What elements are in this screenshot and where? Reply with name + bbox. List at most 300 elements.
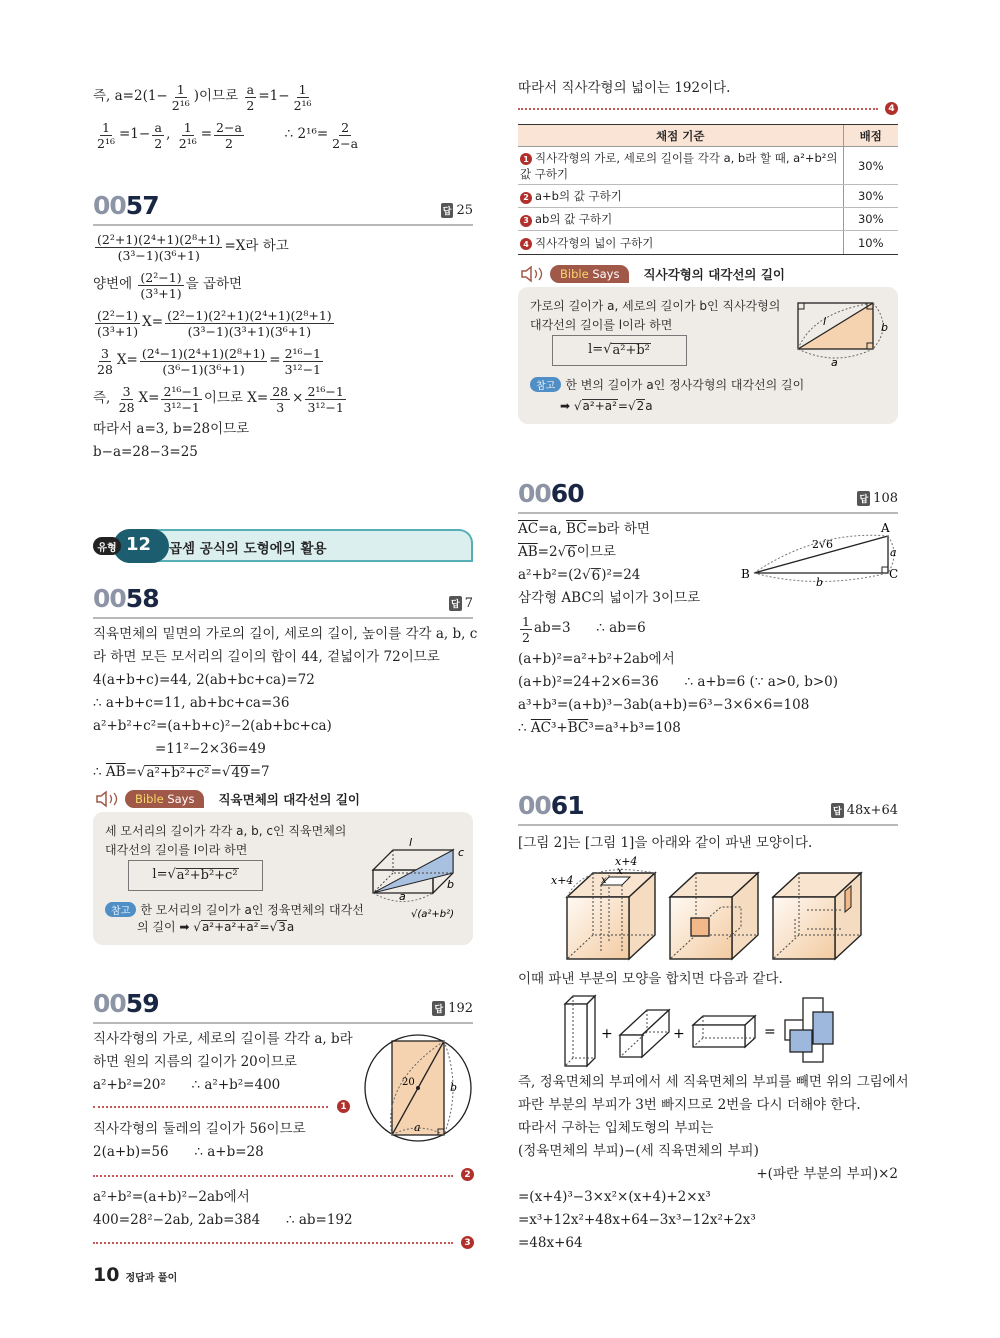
problem-0057-header: [93, 191, 473, 226]
math-line: [518, 1140, 898, 1163]
footer-label: 정답과 풀이: [125, 1273, 178, 1284]
math-line: [93, 646, 473, 669]
square-root: [582, 568, 601, 584]
text-run: 따라서 구하는 입체도형의 부피는: [518, 1119, 714, 1136]
math-line: [518, 1163, 898, 1186]
radicand: 6: [567, 544, 576, 561]
text-run: a: [645, 398, 653, 413]
note-formula: [137, 916, 294, 939]
row-marker: 2: [520, 192, 532, 204]
label-b: b: [450, 1081, 458, 1094]
type-banner: [93, 529, 473, 563]
bible-says-label: [550, 265, 629, 283]
math-line: [93, 1141, 393, 1164]
formula-box: [552, 335, 687, 366]
carved-cubes-figure: [545, 855, 890, 965]
text-run: ×: [292, 390, 304, 407]
denominator: 2¹⁶: [171, 97, 190, 113]
numerator: 2: [341, 119, 350, 135]
number-suffix: 59: [125, 989, 159, 1018]
math-line: [93, 692, 473, 715]
text-run: 직사각형의 둘레의 길이가 56이므로: [93, 1120, 306, 1137]
equals-sign: =: [764, 1024, 776, 1040]
type-title: 곱셈 공식의 도형에의 활용: [169, 541, 327, 557]
problem-0059-header: [93, 989, 473, 1024]
denominator: 2: [522, 629, 530, 645]
text-run: =: [259, 919, 270, 934]
label-diagonal: √(a²+b²): [411, 909, 455, 920]
denominator: 2: [246, 97, 255, 113]
note-formula: [560, 395, 653, 418]
numerator: 3: [100, 345, 109, 361]
criteria-text: 직사각형의 넓이 구하기: [535, 235, 654, 250]
dotted-divider: [518, 108, 878, 110]
math-line: [518, 1071, 909, 1094]
square-root: [603, 343, 651, 358]
number-prefix: 00: [93, 191, 126, 220]
bible-says-tab: [95, 790, 360, 808]
text-run: 400=28²−2ab, 2ab=384 ∴ ab=192: [93, 1211, 353, 1228]
text-run: =1−: [258, 88, 290, 105]
fraction: [283, 346, 323, 377]
answer-value: 192: [448, 1001, 473, 1016]
text-line: 이때 파낸 부분의 모양을 합치면 다음과 같다.: [518, 971, 783, 987]
answer: [441, 203, 473, 218]
math-line: [588, 339, 651, 362]
math-line: [93, 228, 473, 266]
answer-badge-icon: 답: [441, 203, 454, 218]
step-marker-2: 2: [461, 1168, 474, 1181]
radical-sign-icon: [167, 868, 175, 883]
math-line: [518, 587, 898, 610]
text-run: ,: [166, 126, 175, 143]
square-root: [628, 399, 645, 413]
text-run: a²+b²=(2: [518, 566, 582, 583]
criteria-text: ab의 값 구하기: [535, 212, 613, 226]
fraction: [138, 270, 183, 301]
math-line: [93, 669, 473, 692]
denominator: 2: [225, 135, 233, 151]
fraction: [95, 120, 117, 151]
text-run: l=: [152, 867, 168, 883]
fraction: [140, 346, 267, 377]
numerator: a: [154, 119, 162, 135]
number-suffix: 61: [550, 791, 584, 820]
row-marker: 4: [520, 238, 532, 250]
text-run: 파란 부분의 부피가 3번 빠지므로 2번을 다시 더해야 한다.: [518, 1096, 861, 1113]
text-run: =: [200, 126, 213, 143]
label-top-edge: x+4: [615, 855, 638, 868]
segment-name: $\overline{AC}$: [530, 719, 551, 736]
numerator: 1: [298, 81, 307, 97]
math-line: [137, 916, 294, 939]
table-row: [518, 208, 898, 231]
text-run: =: [210, 763, 222, 780]
math-line: [93, 418, 473, 441]
text-run: =7: [249, 763, 270, 780]
text-run: ➡: [560, 398, 574, 413]
text-run: 의 길이 ➡: [137, 919, 194, 934]
bible-says-tab: [520, 265, 785, 283]
step-marker-4: 4: [885, 102, 898, 115]
header-score: 배점: [843, 125, 898, 147]
text-run: l=: [588, 342, 604, 358]
grading-table: [518, 124, 898, 255]
answer: [432, 1001, 473, 1016]
radicand: a²+a²+a²: [201, 920, 259, 935]
problem-number: [93, 584, 159, 613]
text-run: )이므로: [193, 88, 243, 105]
plus-sign: +: [673, 1026, 685, 1042]
number-suffix: 57: [125, 191, 159, 220]
text-run: =11²−2×36=49: [155, 740, 266, 757]
segment-name: $\overline{AB}$: [518, 543, 538, 560]
text-run: ∴: [93, 763, 106, 780]
text-run: ³+: [550, 719, 568, 736]
inscribed-rectangle-figure: [362, 1033, 474, 1145]
solution-step-2: [93, 1118, 393, 1164]
text-run: (a+b)²=24+2×6=36 ∴ a+b=6 (∵ a>0, b>0): [518, 673, 839, 690]
criteria-text: 직사각형의 가로, 세로의 길이를 각각 a, b라 할 때, a²+b²의 값 구하기: [520, 150, 838, 181]
text-run: ab=3 ∴ ab=6: [533, 620, 646, 637]
criteria-cell: [518, 185, 843, 208]
removed-parts-figure: [545, 990, 885, 1075]
criteria-text: a+b의 값 구하기: [535, 189, 622, 203]
solution-step-1: [93, 1028, 363, 1097]
score-cell: 10%: [843, 231, 898, 255]
table-row: [518, 231, 898, 255]
text-run: 양변에: [93, 276, 137, 293]
brand-says: Says: [167, 792, 195, 806]
text-run: =X라 하고: [224, 238, 289, 255]
tip-text: 세 모서리의 길이가 각각 a, b, c인 직육면체의: [105, 824, 347, 838]
label-a: a: [890, 546, 897, 559]
radicand: a²+b²: [612, 342, 650, 358]
text-run: ∴ a+b+c=11, ab+bc+ca=36: [93, 694, 290, 711]
text-run: =1−: [118, 126, 151, 143]
math-line: [93, 1209, 473, 1232]
text-run: =2: [537, 543, 558, 560]
bible-says-box: [518, 287, 898, 424]
fraction: [165, 308, 334, 339]
header-criteria: 채점 기준: [518, 125, 843, 147]
numerator: 1: [183, 119, 192, 135]
label-a: a: [831, 356, 838, 369]
text-run: =x³+12x²+48x+64−3x³−12x²+2x³: [518, 1211, 756, 1228]
score-cell: 30%: [843, 147, 898, 185]
bible-says-label: [125, 790, 204, 808]
math-line: [93, 1186, 473, 1209]
math-line: [518, 1094, 898, 1117]
math-line: [518, 1117, 898, 1140]
text-run: (정육면체의 부피)−(세 직육면체의 부피): [518, 1142, 759, 1159]
type-number: 12: [126, 534, 152, 555]
fraction: [161, 384, 201, 415]
math-line: [93, 1074, 363, 1097]
text-run: 하면 원의 지름의 길이가 20이므로: [93, 1053, 297, 1070]
numerator: (2²−1)(2²+1)(2⁴+1)(2⁸+1): [167, 307, 332, 323]
text-run: ³=a³+b³=108: [588, 719, 681, 736]
note-text: 한 변의 길이가 a인 정사각형의 대각선의 길이: [565, 378, 805, 392]
page-footer: [93, 1264, 177, 1286]
text-run: a²+b²+c²=(a+b+c)²−2(ab+bc+ca): [93, 717, 332, 734]
problem-0060-header: [518, 479, 898, 514]
dotted-divider: [93, 1175, 453, 1177]
text-run: 따라서 a=3, b=28이므로: [93, 420, 250, 437]
math-line: [518, 694, 898, 717]
answer-badge-icon: 답: [831, 803, 844, 818]
answer-badge-icon: 답: [857, 491, 870, 506]
intro-solution: [93, 78, 473, 154]
math-line: [518, 1209, 898, 1232]
step-marker-3: 3: [461, 1236, 474, 1249]
segment-name: $\overline{BC}$: [567, 719, 589, 736]
math-line: [518, 671, 898, 694]
denominator: 3: [276, 399, 285, 415]
label-b: b: [816, 576, 824, 589]
denominator: 3¹²−1: [307, 399, 344, 415]
denominator: (3⁶−1)(3⁶+1): [162, 361, 245, 377]
step-marker-1: 1: [337, 1100, 350, 1113]
math-line: [152, 864, 238, 887]
segment-name: $\overline{BC}$: [566, 520, 587, 537]
math-line: [93, 380, 473, 418]
right-triangle-figure: [738, 518, 900, 590]
dotted-divider: [93, 1242, 453, 1244]
fraction: [292, 82, 314, 113]
text-run: 4(a+b+c)=44, 2(ab+bc+ca)=72: [93, 671, 315, 688]
text-run: 즉,: [93, 390, 115, 407]
text-run: =48x+64: [518, 1234, 583, 1251]
label-C: C: [889, 567, 899, 581]
text-run: (a+b)²=a²+b²+2ab에서: [518, 650, 675, 667]
radical-sign-icon: [222, 765, 231, 781]
answer: [831, 803, 898, 818]
label-A: A: [881, 521, 890, 535]
denominator: (3³+1): [97, 323, 139, 339]
numerator: (2²+1)(2⁴+1)(2⁸+1): [97, 231, 221, 247]
number-prefix: 00: [518, 791, 551, 820]
text-run: a²+b²=20² ∴ a²+b²=400: [93, 1076, 281, 1093]
number-suffix: 60: [550, 479, 584, 508]
math-line: [518, 648, 898, 671]
radical-sign-icon: [558, 545, 567, 561]
answer-value: 108: [873, 491, 898, 506]
number-prefix: 00: [518, 479, 551, 508]
square-root: [222, 765, 250, 781]
fraction: [95, 308, 140, 339]
note: [530, 376, 804, 393]
math-line: [93, 116, 473, 154]
fraction: [270, 384, 290, 415]
type-label: 유형: [93, 537, 121, 555]
square-root: [270, 920, 287, 934]
denominator: 28: [97, 361, 113, 377]
math-line: [93, 715, 473, 738]
numerator: 3: [122, 383, 131, 399]
text-run: 라 하면 모든 모서리의 길이의 합이 44, 겉넓이가 72이므로: [93, 648, 440, 665]
radicand: 49: [231, 764, 249, 781]
bible-says-title: 직사각형의 대각선의 길이: [643, 267, 785, 282]
denominator: 3¹²−1: [163, 399, 200, 415]
text-run: a²+b²=(a+b)²−2ab에서: [93, 1188, 250, 1205]
plus-sign: +: [601, 1026, 613, 1042]
segment-name: $\overline{AC}$: [518, 520, 539, 537]
radicand: a²+a²: [582, 399, 617, 414]
numerator: 1: [176, 81, 185, 97]
solution-step-3: [93, 1186, 473, 1232]
math-line: [93, 1051, 363, 1074]
fraction: [305, 384, 345, 415]
label-x: x: [617, 866, 623, 877]
fraction: [177, 120, 199, 151]
label-b: b: [881, 321, 888, 334]
table-row: [518, 147, 898, 185]
brand-bible: Bible: [560, 267, 589, 281]
numerator: 2−a: [216, 119, 242, 135]
answer-badge-icon: 답: [432, 1001, 445, 1016]
math-line: [518, 1232, 898, 1255]
text-run: =: [269, 352, 281, 369]
radicand: a²+b²+c²: [146, 764, 210, 781]
math-line: [518, 1186, 898, 1209]
bible-says-box: [93, 812, 473, 945]
radical-sign-icon: [137, 765, 146, 781]
numerator: 2¹⁶−1: [307, 383, 344, 399]
problem-0057-solution: [93, 228, 473, 464]
denominator: (3³−1)(3³+1)(3⁶+1): [187, 323, 312, 339]
math-line: [93, 304, 473, 342]
text-run: 이므로: [576, 543, 616, 560]
denominator: 3¹²−1: [284, 361, 321, 377]
numerator: 28: [272, 383, 289, 399]
denominator: 2−a: [332, 135, 359, 151]
square-root: [558, 545, 577, 561]
text-run: b−a=28−3=25: [93, 443, 198, 460]
score-cell: 30%: [843, 208, 898, 231]
denominator: 2¹⁶: [293, 97, 312, 113]
text-run: +(파란 부분의 부피)×2: [756, 1165, 898, 1182]
text-run: )²=24: [601, 566, 641, 583]
radicand: 6: [591, 567, 601, 584]
brand-bible: Bible: [135, 792, 164, 806]
text-run: =b라 하면: [586, 520, 650, 537]
number-prefix: 00: [93, 584, 126, 613]
text-run: 삼각형 ABC의 넓이가 3이므로: [518, 589, 701, 606]
math-line: [518, 717, 898, 740]
text-run: X=: [142, 314, 164, 331]
table-row: [518, 185, 898, 208]
answer-value: 25: [456, 203, 473, 218]
math-line: [93, 266, 473, 304]
square-root: [193, 920, 259, 934]
math-line: [93, 1028, 363, 1051]
label-a: a: [399, 890, 406, 903]
brand-says: Says: [592, 267, 620, 281]
label-l: l: [823, 315, 827, 328]
square-root: [574, 399, 618, 413]
label-B: B: [741, 567, 750, 581]
numerator: 2¹⁶−1: [163, 383, 200, 399]
fraction: [152, 120, 164, 151]
problem-number: [518, 791, 584, 820]
tip-text: 대각선의 길이를 l이라 하면: [530, 318, 673, 332]
note-text: 한 모서리의 길이가 a인 정육면체의 대각선: [140, 903, 364, 917]
radicand: a²+b²+c²: [176, 867, 238, 883]
radical-sign-icon: [582, 568, 591, 584]
text-run: 즉, a=2(1−: [93, 88, 168, 105]
formula-box: [128, 860, 263, 891]
denominator: (3³−1)(3⁶+1): [117, 247, 200, 263]
text-run: a³+b³=(a+b)³−3ab(a+b)=6³−3×6×6=108: [518, 696, 810, 713]
note-badge: 참고: [530, 377, 561, 392]
text-run: 이므로 X=: [203, 390, 269, 407]
text-run: 직육면체의 밑면의 가로의 길이, 세로의 길이, 높이를 각각 a, b, c: [93, 625, 478, 642]
math-line: [93, 1118, 393, 1141]
square-root: [167, 868, 238, 883]
row-marker: 3: [520, 215, 532, 227]
radical-sign-icon: [193, 921, 201, 935]
text-run: X=: [138, 390, 160, 407]
fraction: [330, 120, 360, 151]
answer-badge-icon: 답: [449, 596, 462, 611]
math-line: [93, 761, 473, 784]
text-run: =(x+4)³−3×x²×(x+4)+2×x³: [518, 1188, 711, 1205]
bible-says-title: 직육면체의 대각선의 길이: [218, 792, 360, 807]
fraction: [244, 82, 256, 113]
text-run: =: [125, 763, 137, 780]
numerator: 1: [522, 613, 530, 629]
radical-sign-icon: [270, 921, 278, 935]
problem-0058-solution: [93, 623, 478, 784]
math-line: [93, 78, 473, 116]
row-marker: 1: [520, 153, 532, 165]
number-prefix: 00: [93, 989, 126, 1018]
text-run: a: [286, 919, 295, 934]
math-line: [93, 623, 478, 646]
math-line: [560, 395, 653, 418]
segment-name: $\overline{AB}$: [105, 763, 126, 780]
denominator: 28: [118, 399, 135, 415]
fraction: [95, 346, 115, 377]
math-line: [93, 342, 473, 380]
text-run: ∴ 2¹⁶=: [245, 126, 329, 143]
numerator: (2²−1): [97, 307, 139, 323]
denominator: 2¹⁶: [178, 135, 197, 151]
answer-value: 48x+64: [846, 803, 898, 818]
numerator: (2²−1): [140, 269, 182, 285]
text-run: 2(a+b)=56 ∴ a+b=28: [93, 1143, 264, 1160]
speaker-icon: [95, 790, 121, 808]
label-l: l: [409, 836, 413, 849]
fraction: [214, 120, 244, 151]
radicand: 3: [278, 920, 286, 935]
criteria-cell: [518, 208, 843, 231]
criteria-cell: [518, 231, 843, 255]
radical-sign-icon: [603, 343, 611, 358]
square-root: [137, 765, 211, 781]
page-number: 10: [93, 1264, 120, 1286]
radical-sign-icon: [574, 400, 582, 414]
text-run: ∴: [518, 719, 531, 736]
conclusion-text: 따라서 직사각형의 넓이는 192이다.: [518, 80, 731, 96]
numerator: 1: [102, 119, 110, 135]
problem-number: [518, 479, 584, 508]
text-line: [그림 2]는 [그림 1]을 아래와 같이 파낸 모양이다.: [518, 835, 813, 851]
problem-0061-header: [518, 791, 898, 826]
text-run: =: [617, 398, 628, 413]
label-hypotenuse: 2√6: [812, 538, 834, 551]
